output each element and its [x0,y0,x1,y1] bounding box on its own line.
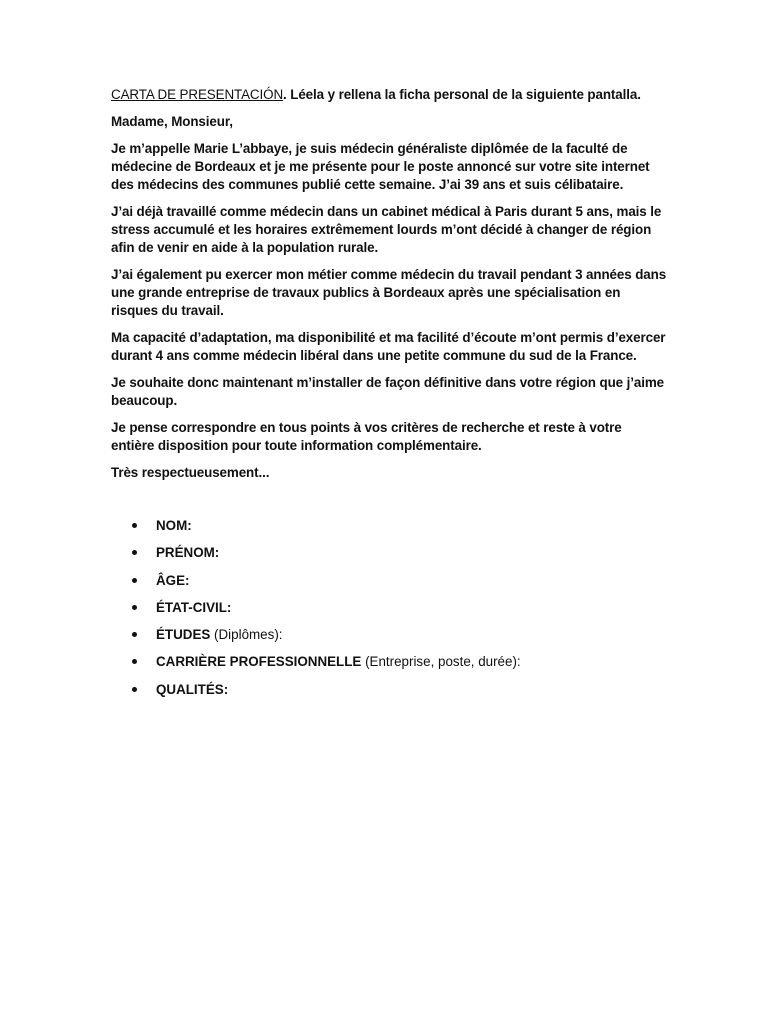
form-field-label: ÉTAT-CIVIL: [156,599,232,615]
bullet-icon [132,578,137,583]
form-field-hint: (Entreprise, poste, durée): [361,654,521,670]
form-field-etudes [111,626,667,653]
form-field-label: PRÉNOM: [156,545,220,561]
letter-paragraph-2: J’ai déjà travaillé comme médecin dans un cabinet médical à Paris durant 5 ans, mais le stress accumulé et les horaires extrêmement lourds m’ont décidé à changer de région afin de venir en aide à la population rurale. [111,204,662,255]
form-field-label: ÉTUDES [156,627,211,643]
form-field-carriere [111,653,667,680]
bullet-icon [132,605,137,610]
personal-form-list [111,517,667,708]
letter-closing: Très respectueusement... [111,465,270,480]
bullet-icon [132,632,137,637]
form-field-nom [111,517,667,544]
bullet-icon [132,659,137,664]
letter-body [111,86,667,482]
letter-paragraph-6: Je pense correspondre en tous points à vos critères de recherche et reste à votre entière disposition pour toute information complémentaire. [111,420,622,453]
bullet-icon [132,523,137,528]
form-field-label: NOM: [156,518,192,533]
form-field-prenom [111,544,667,571]
form-field-label: QUALITÉS: [156,681,229,697]
form-field-label: CARRIÈRE PROFESSIONNELLE [156,654,362,670]
form-field-age [111,572,667,599]
letter-paragraph-5: Je souhaite donc maintenant m’installer de façon définitive dans votre région que j’aime beaucoup. [111,375,664,408]
form-field-etat-civil [111,599,667,626]
letter-salutation: Madame, Monsieur, [111,114,233,129]
form-field-label: ÂGE: [156,572,190,588]
bullet-icon [132,550,137,555]
document-heading [111,86,667,104]
document-instruction: . Léela y rellena la ficha personal de la siguiente pantalla. [283,87,641,102]
letter-paragraph-3: J’ai également pu exercer mon métier comme médecin du travail pendant 3 années dans une grande entreprise de travaux publics à Bordeaux après une spécialisation en risques du travail. [111,267,667,318]
document-title: CARTA DE PRESENTACIÓN [111,87,284,102]
letter-paragraph-4: Ma capacité d’adaptation, ma disponibilité et ma facilité d’écoute m’ont permis d’exercer durant 4 ans comme médecin libéral dans une petite commune du sud de la France. [111,330,666,363]
form-field-hint: (Diplômes): [210,627,283,643]
letter-paragraph-1: Je m’appelle Marie L’abbaye, je suis médecin généraliste diplômée de la faculté de médecine de Bordeaux et je me présente pour le poste annoncé sur votre site internet des médecins des communes publié cette semaine. J’ai 39 ans et suis célibataire. [111,141,650,192]
form-field-qualites [111,681,667,708]
bullet-icon [132,687,137,692]
